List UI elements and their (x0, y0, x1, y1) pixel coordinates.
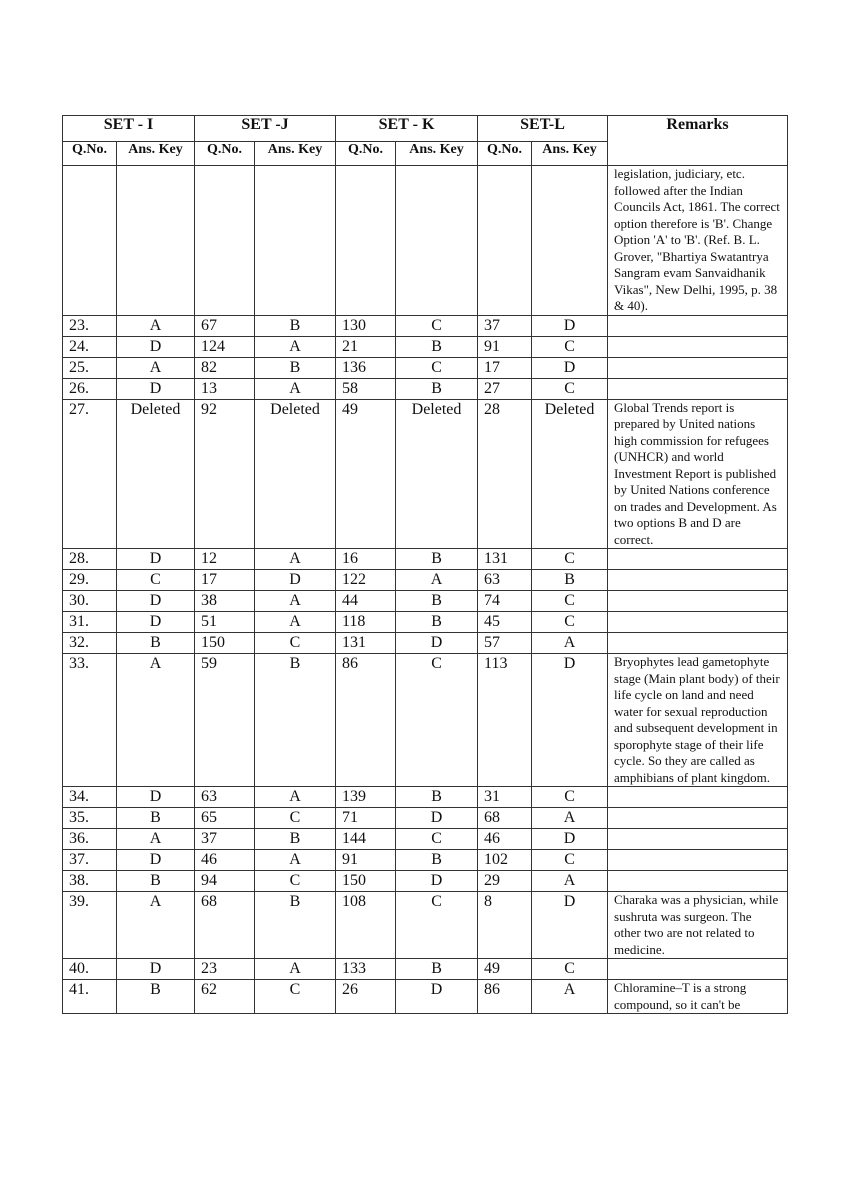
remark-cell (608, 808, 788, 829)
anskey-header: Ans. Key (117, 142, 195, 166)
set-i-qno-cell: 29. (63, 570, 117, 591)
set-k-qno-cell: 136 (336, 357, 396, 378)
set-i-anskey-cell: D (117, 336, 195, 357)
set-j-qno-cell: 92 (195, 399, 255, 549)
set-l-qno-cell: 63 (478, 570, 532, 591)
anskey-header: Ans. Key (532, 142, 608, 166)
set-l-qno-cell: 31 (478, 787, 532, 808)
remark-cell (608, 633, 788, 654)
qno-header: Q.No. (63, 142, 117, 166)
set-k-anskey-cell: C (396, 892, 478, 959)
set-j-anskey-cell: C (255, 980, 336, 1014)
set-l-anskey-cell: A (532, 808, 608, 829)
table-row (63, 654, 788, 787)
set-k-qno-cell: 49 (336, 399, 396, 549)
set-l-anskey-cell: D (532, 892, 608, 959)
set-k-anskey-cell: D (396, 633, 478, 654)
set-l-anskey-cell: C (532, 378, 608, 399)
set-j-header: SET -J (195, 116, 336, 142)
remark-cell (608, 871, 788, 892)
table-row (63, 787, 788, 808)
set-i-qno-cell: 35. (63, 808, 117, 829)
set-k-anskey-cell: C (396, 357, 478, 378)
set-k-qno-cell: 144 (336, 829, 396, 850)
remark-cell (608, 357, 788, 378)
set-l-anskey-cell: A (532, 871, 608, 892)
set-l-qno-cell: 28 (478, 399, 532, 549)
set-k-qno-cell: 139 (336, 787, 396, 808)
set-l-anskey-cell: D (532, 315, 608, 336)
set-i-anskey-cell: A (117, 829, 195, 850)
remark-cell (608, 850, 788, 871)
set-l-anskey-cell: D (532, 654, 608, 787)
set-k-anskey-cell: B (396, 612, 478, 633)
table-row (63, 570, 788, 591)
set-i-anskey-cell (117, 166, 195, 316)
remark-cell (608, 829, 788, 850)
set-i-qno-cell: 27. (63, 399, 117, 549)
set-k-qno-cell: 118 (336, 612, 396, 633)
set-i-anskey-cell: D (117, 612, 195, 633)
set-l-anskey-cell: C (532, 612, 608, 633)
set-l-anskey-cell: C (532, 959, 608, 980)
set-i-anskey-cell: D (117, 959, 195, 980)
set-k-anskey-cell: B (396, 959, 478, 980)
set-j-qno-cell: 38 (195, 591, 255, 612)
set-i-anskey-cell: B (117, 808, 195, 829)
remark-cell (608, 570, 788, 591)
set-k-anskey-cell (396, 166, 478, 316)
set-i-qno-cell: 32. (63, 633, 117, 654)
table-row (63, 980, 788, 1014)
remark-cell (608, 612, 788, 633)
set-k-anskey-cell: A (396, 570, 478, 591)
set-j-anskey-cell: A (255, 787, 336, 808)
table-row (63, 871, 788, 892)
remark-cell (608, 336, 788, 357)
remark-cell (608, 591, 788, 612)
set-l-header: SET-L (478, 116, 608, 142)
set-l-anskey-cell: D (532, 829, 608, 850)
set-k-qno-cell: 44 (336, 591, 396, 612)
set-j-qno-cell: 23 (195, 959, 255, 980)
set-l-qno-cell: 113 (478, 654, 532, 787)
set-j-anskey-cell: C (255, 633, 336, 654)
set-j-anskey-cell: A (255, 378, 336, 399)
set-j-anskey-cell: A (255, 336, 336, 357)
set-k-anskey-cell: B (396, 591, 478, 612)
set-i-anskey-cell: D (117, 378, 195, 399)
table-row (63, 808, 788, 829)
set-i-anskey-cell: D (117, 787, 195, 808)
set-k-anskey-cell: B (396, 850, 478, 871)
set-j-qno-cell: 51 (195, 612, 255, 633)
set-k-anskey-cell: Deleted (396, 399, 478, 549)
set-i-qno-cell: 36. (63, 829, 117, 850)
set-i-qno-cell: 26. (63, 378, 117, 399)
set-k-qno-cell: 130 (336, 315, 396, 336)
set-j-anskey-cell: B (255, 829, 336, 850)
set-i-qno-cell: 37. (63, 850, 117, 871)
set-j-qno-cell: 150 (195, 633, 255, 654)
remark-cell (608, 959, 788, 980)
set-j-anskey-cell: A (255, 959, 336, 980)
set-l-anskey-cell: B (532, 570, 608, 591)
set-j-qno-cell: 46 (195, 850, 255, 871)
table-row (63, 959, 788, 980)
table-row (63, 829, 788, 850)
set-j-qno-cell: 68 (195, 892, 255, 959)
set-l-qno-cell: 68 (478, 808, 532, 829)
remark-cell (608, 549, 788, 570)
set-k-qno-cell: 58 (336, 378, 396, 399)
set-i-qno-cell: 33. (63, 654, 117, 787)
set-i-qno-cell: 28. (63, 549, 117, 570)
set-j-qno-cell (195, 166, 255, 316)
set-k-anskey-cell: B (396, 336, 478, 357)
set-k-anskey-cell: B (396, 549, 478, 570)
set-j-qno-cell: 12 (195, 549, 255, 570)
set-j-anskey-cell: B (255, 892, 336, 959)
set-i-anskey-cell: Deleted (117, 399, 195, 549)
set-i-qno-cell: 38. (63, 871, 117, 892)
table-row (63, 591, 788, 612)
set-i-qno-cell: 39. (63, 892, 117, 959)
set-l-qno-cell: 74 (478, 591, 532, 612)
set-j-qno-cell: 37 (195, 829, 255, 850)
set-k-anskey-cell: D (396, 808, 478, 829)
set-j-anskey-cell: Deleted (255, 399, 336, 549)
set-i-qno-cell: 40. (63, 959, 117, 980)
remark-cell (608, 787, 788, 808)
set-l-anskey-cell: C (532, 549, 608, 570)
set-i-qno-cell: 34. (63, 787, 117, 808)
set-l-qno-cell: 17 (478, 357, 532, 378)
set-i-anskey-cell: B (117, 633, 195, 654)
qno-header: Q.No. (195, 142, 255, 166)
set-l-qno-cell (478, 166, 532, 316)
set-i-anskey-cell: B (117, 871, 195, 892)
set-l-anskey-cell: C (532, 850, 608, 871)
set-k-qno-cell (336, 166, 396, 316)
set-j-anskey-cell: A (255, 591, 336, 612)
set-k-anskey-cell: B (396, 378, 478, 399)
set-i-anskey-cell: D (117, 850, 195, 871)
set-l-qno-cell: 49 (478, 959, 532, 980)
remark-cell (608, 315, 788, 336)
set-i-header: SET - I (63, 116, 195, 142)
set-l-qno-cell: 29 (478, 871, 532, 892)
set-l-qno-cell: 57 (478, 633, 532, 654)
set-i-anskey-cell: C (117, 570, 195, 591)
set-l-anskey-cell: Deleted (532, 399, 608, 549)
set-j-qno-cell: 17 (195, 570, 255, 591)
set-j-qno-cell: 13 (195, 378, 255, 399)
set-j-anskey-cell: B (255, 315, 336, 336)
set-l-qno-cell: 8 (478, 892, 532, 959)
set-i-qno-cell (63, 166, 117, 316)
set-k-anskey-cell: C (396, 654, 478, 787)
set-l-qno-cell: 91 (478, 336, 532, 357)
table-row (63, 315, 788, 336)
set-l-anskey-cell (532, 166, 608, 316)
table-row (63, 612, 788, 633)
set-k-qno-cell: 133 (336, 959, 396, 980)
set-k-anskey-cell: C (396, 829, 478, 850)
set-k-qno-cell: 21 (336, 336, 396, 357)
set-i-qno-cell: 30. (63, 591, 117, 612)
set-j-anskey-cell: D (255, 570, 336, 591)
answer-key-table (62, 115, 788, 1014)
set-k-qno-cell: 26 (336, 980, 396, 1014)
set-l-anskey-cell: C (532, 591, 608, 612)
set-j-qno-cell: 63 (195, 787, 255, 808)
set-j-qno-cell: 67 (195, 315, 255, 336)
set-l-qno-cell: 37 (478, 315, 532, 336)
set-l-anskey-cell: D (532, 357, 608, 378)
set-i-anskey-cell: A (117, 654, 195, 787)
set-j-anskey-cell: C (255, 808, 336, 829)
set-j-anskey-cell: A (255, 850, 336, 871)
set-j-anskey-cell: C (255, 871, 336, 892)
remark-cell: Global Trends report is prepared by United nations high commission for refugees (UNHCR) and world Investment Report is published by United Nations conference on trades and Development. As two options B and D are correct. (608, 399, 788, 549)
table-body (63, 166, 788, 1014)
table-header (63, 116, 788, 166)
set-l-anskey-cell: C (532, 336, 608, 357)
anskey-header: Ans. Key (255, 142, 336, 166)
set-k-anskey-cell: C (396, 315, 478, 336)
set-k-qno-cell: 16 (336, 549, 396, 570)
table-row (63, 336, 788, 357)
set-k-qno-cell: 131 (336, 633, 396, 654)
set-l-qno-cell: 131 (478, 549, 532, 570)
set-k-qno-cell: 71 (336, 808, 396, 829)
set-k-qno-cell: 122 (336, 570, 396, 591)
set-j-qno-cell: 65 (195, 808, 255, 829)
anskey-header: Ans. Key (396, 142, 478, 166)
set-j-qno-cell: 62 (195, 980, 255, 1014)
set-i-anskey-cell: B (117, 980, 195, 1014)
set-k-qno-cell: 86 (336, 654, 396, 787)
set-l-qno-cell: 102 (478, 850, 532, 871)
set-l-qno-cell: 46 (478, 829, 532, 850)
set-i-anskey-cell: D (117, 591, 195, 612)
table-row (63, 633, 788, 654)
set-k-qno-cell: 108 (336, 892, 396, 959)
table-row (63, 166, 788, 316)
set-i-qno-cell: 24. (63, 336, 117, 357)
set-k-header: SET - K (336, 116, 478, 142)
set-j-anskey-cell (255, 166, 336, 316)
set-l-anskey-cell: A (532, 633, 608, 654)
qno-header: Q.No. (336, 142, 396, 166)
set-j-qno-cell: 124 (195, 336, 255, 357)
set-i-qno-cell: 41. (63, 980, 117, 1014)
table-row (63, 357, 788, 378)
set-j-qno-cell: 94 (195, 871, 255, 892)
remark-cell: Charaka was a physician, while sushruta was surgeon. The other two are not related to medicine. (608, 892, 788, 959)
remark-cell (608, 378, 788, 399)
set-i-qno-cell: 23. (63, 315, 117, 336)
set-i-qno-cell: 31. (63, 612, 117, 633)
table-row (63, 892, 788, 959)
set-i-anskey-cell: A (117, 357, 195, 378)
set-l-anskey-cell: C (532, 787, 608, 808)
set-l-qno-cell: 86 (478, 980, 532, 1014)
set-j-anskey-cell: B (255, 654, 336, 787)
set-l-qno-cell: 27 (478, 378, 532, 399)
set-k-anskey-cell: D (396, 980, 478, 1014)
remark-cell: Bryophytes lead gametophyte stage (Main plant body) of their life cycle on land and need water for sexual reproduction and subsequent development in sporophyte stage of their life cycle. So they are called as amphibians of plant kingdom. (608, 654, 788, 787)
set-j-anskey-cell: A (255, 549, 336, 570)
qno-header: Q.No. (478, 142, 532, 166)
set-k-anskey-cell: B (396, 787, 478, 808)
set-i-anskey-cell: A (117, 315, 195, 336)
set-j-qno-cell: 59 (195, 654, 255, 787)
remark-cell: legislation, judiciary, etc. followed after the Indian Councils Act, 1861. The correct option therefore is 'B'. Change Option 'A' to 'B'. (Ref. B. L. Grover, "Bhartiya Swatantrya Sangram evam Sanvaidhanik Vikas", New Delhi, 1995, p. 38 & 40). (608, 166, 788, 316)
set-k-qno-cell: 91 (336, 850, 396, 871)
table-row (63, 378, 788, 399)
remarks-header: Remarks (608, 116, 788, 166)
set-i-qno-cell: 25. (63, 357, 117, 378)
set-l-qno-cell: 45 (478, 612, 532, 633)
remark-cell: Chloramine–T is a strong compound, so it can't be (608, 980, 788, 1014)
set-k-anskey-cell: D (396, 871, 478, 892)
set-i-anskey-cell: A (117, 892, 195, 959)
set-k-qno-cell: 150 (336, 871, 396, 892)
set-j-anskey-cell: B (255, 357, 336, 378)
table-row (63, 399, 788, 549)
set-j-anskey-cell: A (255, 612, 336, 633)
table-row (63, 850, 788, 871)
set-l-anskey-cell: A (532, 980, 608, 1014)
set-i-anskey-cell: D (117, 549, 195, 570)
table-row (63, 549, 788, 570)
set-j-qno-cell: 82 (195, 357, 255, 378)
